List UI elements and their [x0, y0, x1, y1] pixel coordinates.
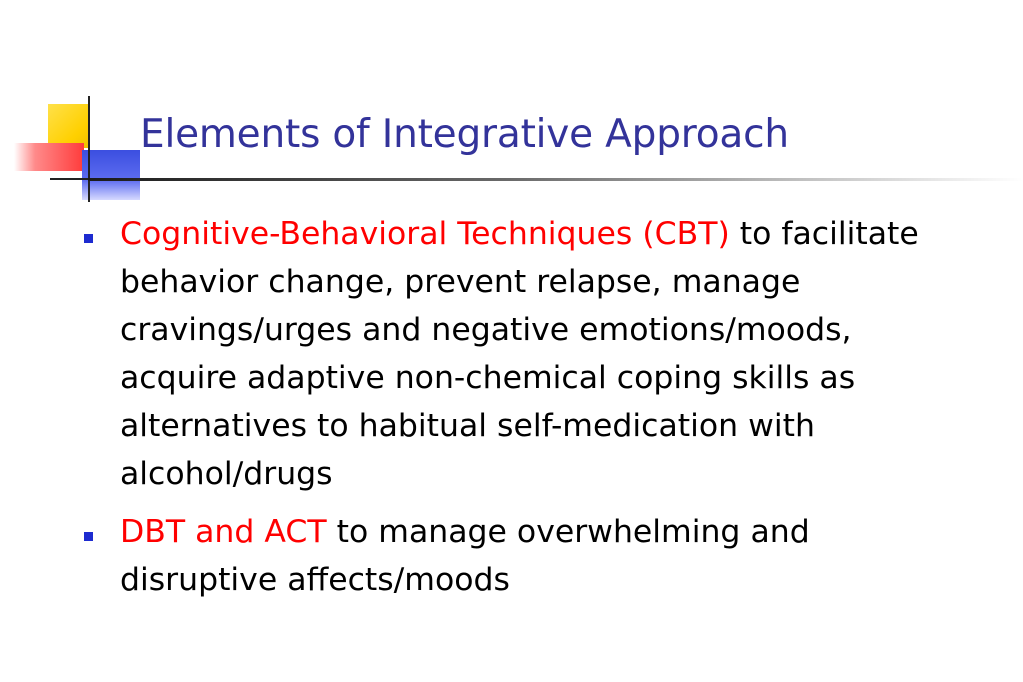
bullet-body: to facilitate behavior change, prevent relapse, manage cravings/urges and negative emotions/moods, acquire adaptive non-chemical coping skills as alternatives to habitual self-medication with alcohol/drugs [120, 216, 919, 492]
bullet-text [120, 210, 960, 498]
red-bar-decoration [14, 143, 84, 171]
bullet-body: to manage overwhelming and disruptive affects/moods [120, 514, 810, 598]
bullet-item-dbt-act [80, 508, 960, 604]
bullet-text [120, 508, 960, 604]
bullet-list [80, 210, 960, 614]
bullet-highlight: Cognitive-Behavioral Techniques (CBT) [120, 216, 730, 252]
bullet-highlight: DBT and ACT [120, 514, 327, 550]
vertical-line-decoration [88, 96, 90, 202]
title-underline [88, 178, 1023, 181]
square-bullet-icon [84, 234, 93, 243]
slide-title: Elements of Integrative Approach [140, 112, 789, 157]
blue-square-decoration [82, 150, 140, 200]
bullet-item-cbt [80, 210, 960, 498]
yellow-square-decoration [48, 104, 88, 148]
square-bullet-icon [84, 532, 93, 541]
